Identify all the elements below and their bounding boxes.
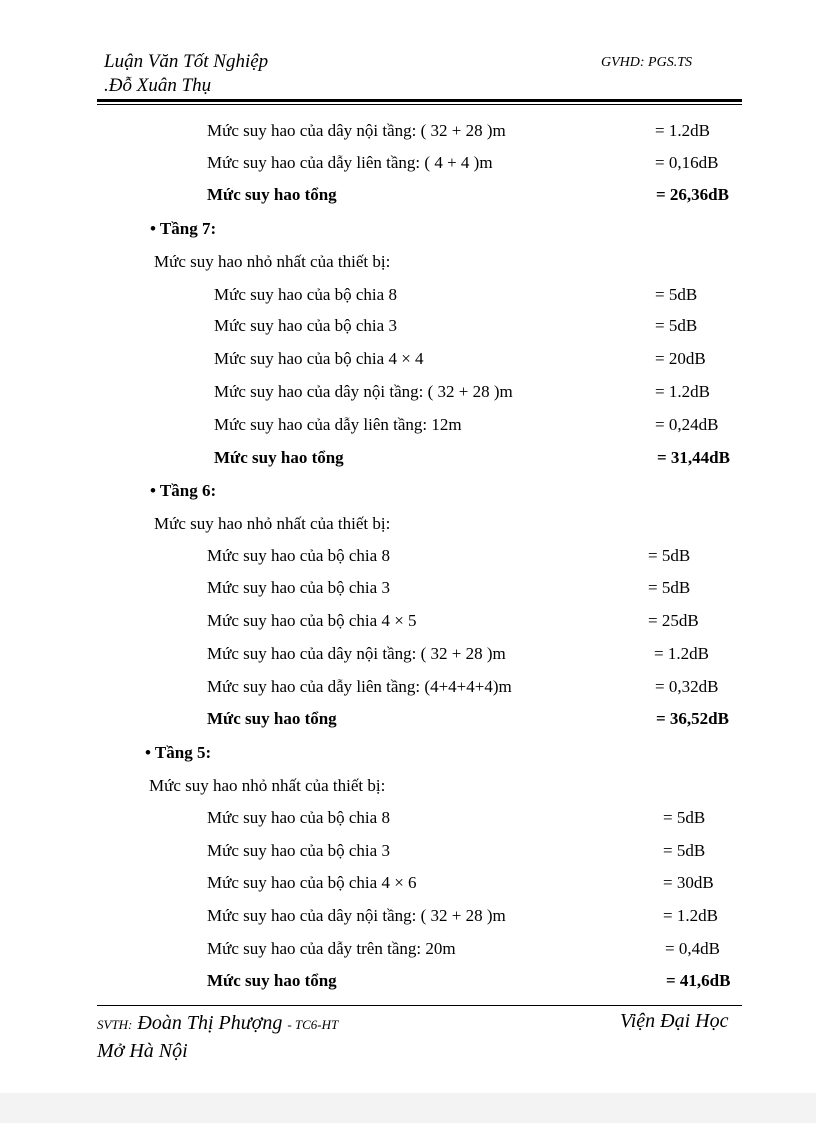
floor7-value-3: = 1.2dB bbox=[655, 382, 710, 401]
floor7-label-2: Mức suy hao của bộ chia 4 × 4 bbox=[214, 349, 424, 368]
floor6-heading: • Tầng 6: bbox=[150, 481, 217, 500]
floor6-value-1: = 5dB bbox=[648, 578, 691, 597]
floor5-label-0: Mức suy hao của bộ chia 8 bbox=[207, 808, 390, 827]
floor6-label-4: Mức suy hao của dẫy liên tầng: (4+4+4+4)m bbox=[207, 677, 512, 696]
floor5-intro: Mức suy hao nhỏ nhất của thiết bị: bbox=[149, 776, 386, 795]
floor6-value-2: = 25dB bbox=[648, 611, 699, 630]
footer-student-prefix: SVTH: bbox=[97, 1017, 133, 1032]
footer-class-code: - TC6-HT bbox=[287, 1017, 339, 1032]
floor7-value-2: = 20dB bbox=[655, 349, 706, 368]
floor6-label-3: Mức suy hao của dây nội tầng: ( 32 + 28 )m bbox=[207, 644, 506, 663]
footer-student-name: Đoàn Thị Phượng bbox=[137, 1012, 283, 1034]
floor6-label-0: Mức suy hao của bộ chia 8 bbox=[207, 546, 390, 565]
floor6-value-3: = 1.2dB bbox=[654, 644, 709, 663]
top-total-value: = 26,36dB bbox=[656, 185, 729, 204]
floor5-value-2: = 30dB bbox=[663, 873, 714, 892]
floor5-label-2: Mức suy hao của bộ chia 4 × 6 bbox=[207, 873, 417, 892]
floor7-label-1: Mức suy hao của bộ chia 3 bbox=[214, 316, 397, 335]
floor5-heading: • Tầng 5: bbox=[145, 743, 212, 762]
floor7-value-4: = 0,24dB bbox=[655, 415, 719, 434]
footer-line2: Mở Hà Nội bbox=[97, 1040, 188, 1062]
page-bottom-margin bbox=[0, 1093, 816, 1123]
floor5-label-1: Mức suy hao của bộ chia 3 bbox=[207, 841, 390, 860]
floor7-label-0: Mức suy hao của bộ chia 8 bbox=[214, 285, 397, 304]
floor5-total-label: Mức suy hao tổng bbox=[207, 971, 337, 990]
header-divider-thick bbox=[97, 99, 742, 102]
floor6-value-4: = 0,32dB bbox=[655, 677, 719, 696]
floor7-total-label: Mức suy hao tổng bbox=[214, 448, 344, 467]
floor6-intro: Mức suy hao nhỏ nhất của thiết bị: bbox=[154, 514, 391, 533]
floor6-label-1: Mức suy hao của bộ chia 3 bbox=[207, 578, 390, 597]
top-value-0: = 1.2dB bbox=[655, 121, 710, 140]
floor7-value-1: = 5dB bbox=[655, 316, 698, 335]
floor7-value-0: = 5dB bbox=[655, 285, 698, 304]
header-title-line1: Luận Văn Tốt Nghiệp bbox=[104, 51, 269, 72]
floor6-heading-text: Tầng 6: bbox=[159, 481, 217, 500]
floor7-label-4: Mức suy hao của dẫy liên tầng: 12m bbox=[214, 415, 462, 434]
header-divider-thin bbox=[97, 104, 742, 105]
floor5-value-3: = 1.2dB bbox=[663, 906, 718, 925]
floor6-total-value: = 36,52dB bbox=[656, 709, 729, 728]
top-value-1: = 0,16dB bbox=[655, 153, 719, 172]
top-total-label: Mức suy hao tổng bbox=[207, 185, 337, 204]
footer-student bbox=[97, 1010, 338, 1064]
floor7-heading-text: Tầng 7: bbox=[159, 219, 217, 238]
floor7-intro: Mức suy hao nhỏ nhất của thiết bị: bbox=[154, 252, 391, 271]
floor6-value-0: = 5dB bbox=[648, 546, 691, 565]
header-title bbox=[104, 50, 268, 98]
top-label-1: Mức suy hao của dẫy liên tầng: ( 4 + 4 )m bbox=[207, 153, 493, 172]
floor5-label-4: Mức suy hao của dẫy trên tầng: 20m bbox=[207, 939, 456, 958]
floor5-value-4: = 0,4dB bbox=[665, 939, 720, 958]
floor7-label-3: Mức suy hao của dây nội tầng: ( 32 + 28 )m bbox=[214, 382, 513, 401]
floor5-total-value: = 41,6dB bbox=[666, 971, 731, 990]
floor5-label-3: Mức suy hao của dây nội tầng: ( 32 + 28 )m bbox=[207, 906, 506, 925]
header-title-line2: .Đỗ Xuân Thụ bbox=[104, 75, 212, 96]
floor5-value-0: = 5dB bbox=[663, 808, 706, 827]
floor7-total-value: = 31,44dB bbox=[657, 448, 730, 467]
header-advisor: GVHD: PGS.TS bbox=[601, 55, 692, 70]
floor5-value-1: = 5dB bbox=[663, 841, 706, 860]
footer-institute: Viện Đại Học bbox=[620, 1010, 729, 1032]
floor5-heading-text: Tầng 5: bbox=[154, 743, 212, 762]
floor6-label-2: Mức suy hao của bộ chia 4 × 5 bbox=[207, 611, 417, 630]
floor7-heading: • Tầng 7: bbox=[150, 219, 217, 238]
floor6-total-label: Mức suy hao tổng bbox=[207, 709, 337, 728]
footer-divider bbox=[97, 1005, 742, 1006]
top-label-0: Mức suy hao của dây nội tầng: ( 32 + 28 )m bbox=[207, 121, 506, 140]
